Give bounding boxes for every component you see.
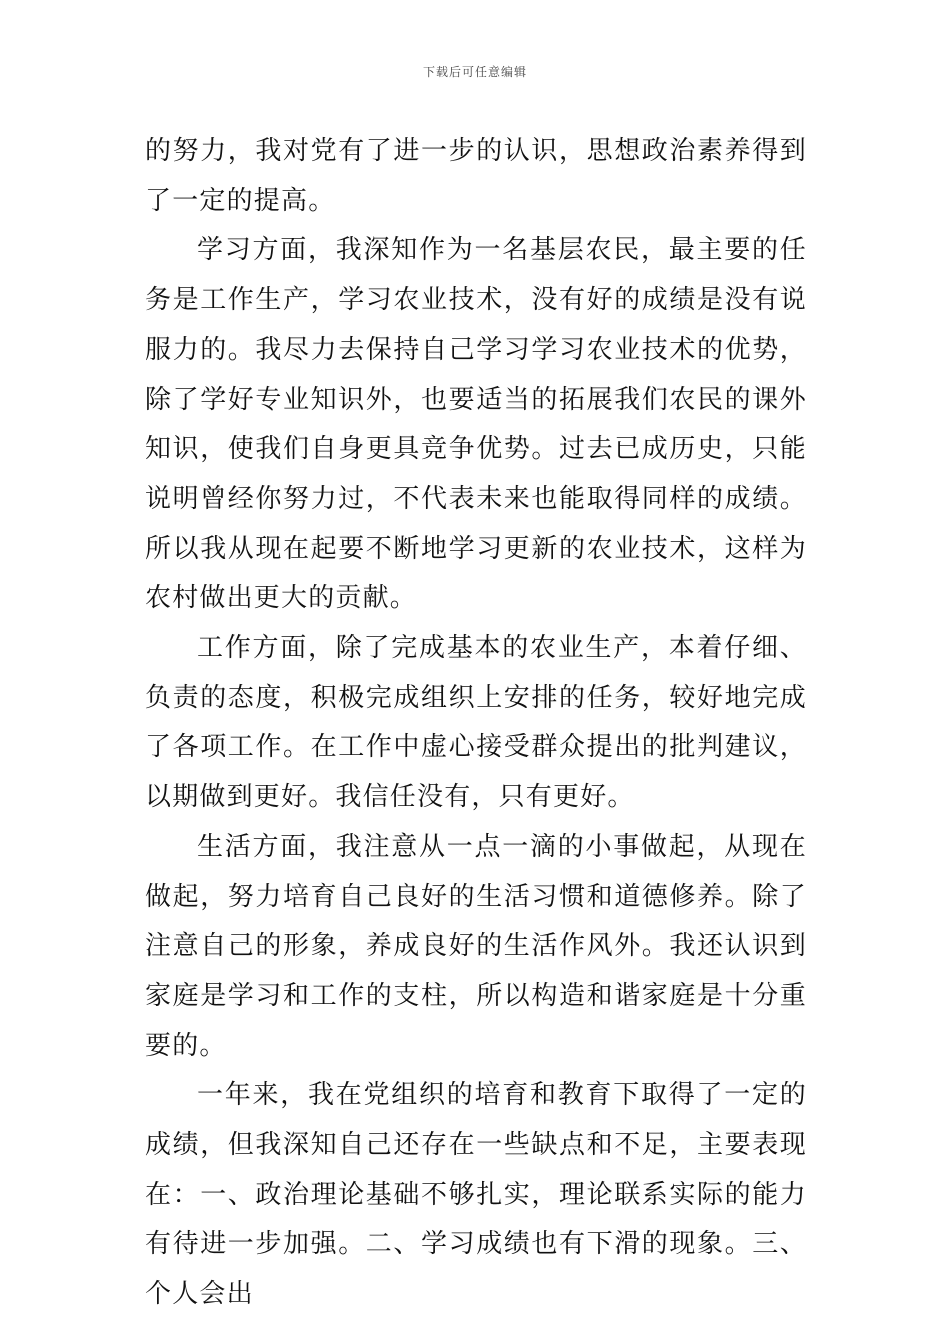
page-header-note: 下载后可任意编辑 xyxy=(422,65,527,79)
paragraph-work: 工作方面，除了完成基本的农业生产，本着仔细、负责的态度，积极完成组织上安排的任务，较好地完成了各项工作。在工作中虚心接受群众提出的批判建议，以期做到更好。我信任没有，只有更好。 xyxy=(145,633,807,813)
document-body xyxy=(145,127,807,1320)
paragraph-life: 生活方面，我注意从一点一滴的小事做起，从现在做起，努力培育自己良好的生活习惯和道德修养。除了注意自己的形象，养成良好的生活作风外。我还认识到家庭是学习和工作的支柱，所以构造和谐家庭是十分重要的。 xyxy=(145,831,807,1061)
paragraph-study: 学习方面，我深知作为一名基层农民，最主要的任务是工作生产，学习农业技术，没有好的成绩是没有说服力的。我尽力去保持自己学习学习农业技术的优势，除了学好专业知识外，也要适当的拓展我们农民的课外知识，使我们自身更具竞争优势。过去已成历史，只能说明曾经你努力过，不代表未来也能取得同样的成绩。所以我从现在起要不断地学习更新的农业技术，这样为农村做出更大的贡献。 xyxy=(145,235,807,614)
paragraph-shortcomings: 一年来，我在党组织的培育和教育下取得了一定的成绩，但我深知自己还存在一些缺点和不足，主要表现在：一、政治理论基础不够扎实，理论联系实际的能力有待进一步加强。二、学习成绩也有下滑的现象。三、个人会出 xyxy=(145,1080,807,1310)
paragraph-continuation: 的努力，我对党有了进一步的认识，思想政治素养得到了一定的提高。 xyxy=(145,136,807,216)
